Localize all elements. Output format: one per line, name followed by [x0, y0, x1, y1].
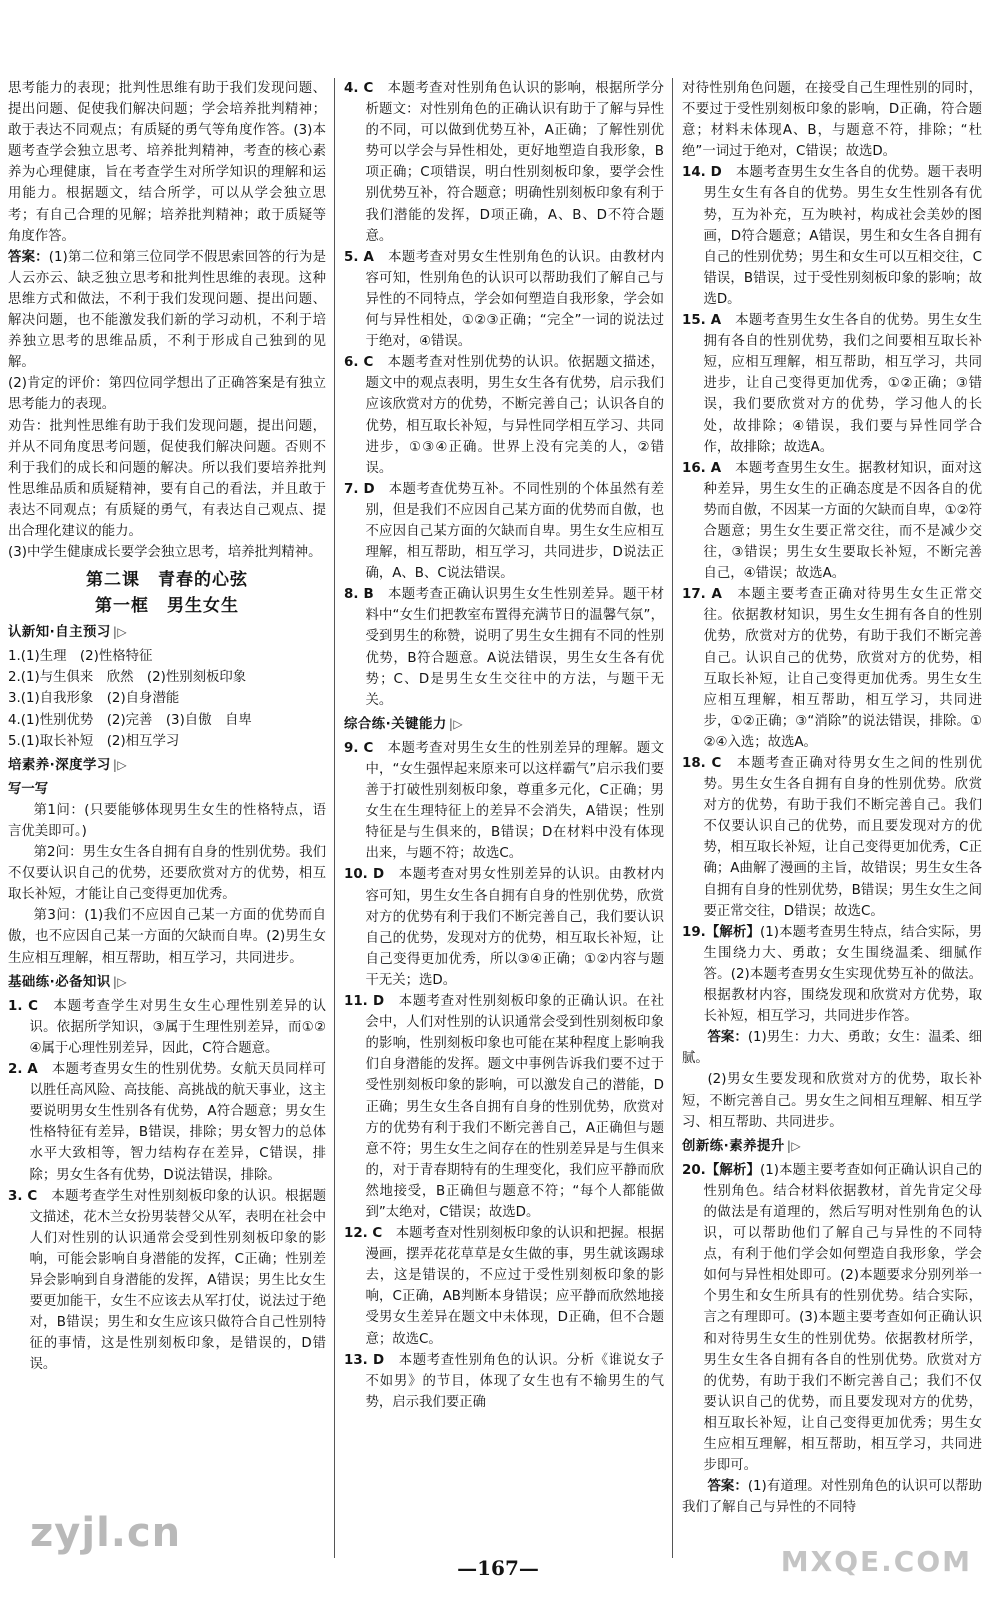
write-q2: 第2问：男生女生各自拥有自身的性别优势。我们不仅要认识自己的优势，还要欣赏对方的优势，相互取长补短，才能让自己变得更加优秀。	[8, 845, 326, 903]
preview-answer-5: 5.(1)取长补短 (2)相互学习	[8, 733, 180, 749]
section-title: 第一框 男生女生	[95, 596, 239, 617]
write-heading: 写一写	[8, 781, 49, 797]
question-14: 14. D 本题考查男生女生各自的优势。题干表明男生女生有各自的优势。男生女生性别各有优势，互为补充，互为映衬，构成社会美妙的图画，D符合题意；A错误，男生和女生各自拥有自己的性别优势；男生和女生可以互相交往，C错误，B错误，过于受性别刻板印象的影响；故选D。	[682, 165, 983, 307]
question-19-answer: 答案：(1)男生：力大、勇敢；女生：温柔、细腻。	[682, 1030, 983, 1067]
question-19-answer-2: (2)男女生要发现和欣赏对方的优势，取长补短，不断完善自己。男女生之间相互理解、相互学习、相互帮助、共同进步。	[682, 1072, 982, 1130]
section-heading-innovation: 创新练·素养提升 |▷	[682, 1138, 802, 1154]
question-20-answer: 答案：(1)有道理。对性别角色的认识可以帮助我们了解自己与异性的不同特	[682, 1479, 983, 1516]
question-15: 15. A 本题考查男生女生各自的优势。男生女生拥有各自的性别优势，我们之间要相互取长补短，应相互理解，相互帮助，相互学习，共同进步，让自己变得更加优秀，①②正确；③错误，我们要欣赏对方的优势，学习他人的长处，故排除；④错误，我们要与异性同学合作，故排除；故选A。	[682, 313, 983, 455]
question-13: 13. D 本题考查性别角色的认识。分析《谁说女子不如男》的节目，体现了女生也有不输男生的气势，启示我们要正确	[344, 1352, 665, 1410]
arrow-icon: |▷	[112, 625, 128, 640]
answer-part-2: (2)肯定的评价：第四位同学想出了正确答案是有独立思考能力的表现。	[8, 376, 326, 413]
intro-paragraph: 思考能力的表现；批判性思维有助于我们发现问题、提出问题、促使我们解决问题；学会培养批判精神；敢于表达不同观点；有质疑的勇气等角度作答。(3)本题考查学会独立思考、培养批判精神，考查的核心素养为心理健康，旨在考查学生对所学知识的理解和运用能力。根据题文，结合所学，可以从学会独立思考；有自己合理的见解；培养批判精神；敢于质疑等角度作答。	[8, 81, 326, 244]
question-12: 12. C 本题考查对性别刻板印象的认识和把握。根据漫画，摆弄花花草草是女生做的事，男生就该踢球去，这是错误的，不应过于受性别刻板印象的影响，C正确，AB判断本身错误；应平静而欣然地接受男女生差异在题文中未体现，D正确，但不合题意；故选C。	[344, 1226, 665, 1347]
question-17: 17. A 本题主要考查正确对待男生女生正常交往。依据教材知识，男生女生拥有各自的性别优势，欣赏对方的优势，有助于我们不断完善自己。认识自己的优势，欣赏对方的优势，相互取长补短，让自己变得更加优秀。男生女生应相互理解，相互帮助，相互学习，共同进步，①②正确；③“消除”的说法错误，排除。①②④入选；故选A。	[682, 587, 983, 750]
section-heading-deep-learning: 培素养·深度学习 |▷	[8, 757, 128, 773]
arrow-icon: |▷	[112, 757, 128, 772]
question-8: 8. B 本题考查正确认识男生女生性别差异。题干材料中“女生们把教室布置得充满节日的温馨气氛”，受到男生的称赞，说明了男生女生拥有不同的性别优势，B符合题意。A说法错误，男生女生各有优势；C、D是男生女生交往中的方法，与题干无关。	[344, 587, 665, 708]
column-divider-right	[672, 78, 673, 1558]
arrow-icon: |▷	[112, 974, 128, 989]
answer-part-4: (3)中学生健康成长要学会独立思考，培养批判精神。	[8, 545, 322, 561]
question-10: 10. D 本题考查对男女性别差异的认识。由教材内容可知，男生女生各自拥有自身的性别优势，欣赏对方的优势有利于我们不断完善自己，我们要认识自己的优势，发现对方的优势，相互取长补短，让自己变得更加优秀，所以③④正确；①②内容与题干无关；选D。	[344, 867, 665, 988]
preview-answer-1: 1.(1)生理 (2)性格特征	[8, 649, 153, 665]
page-number: —167—	[457, 1556, 539, 1580]
write-q3: 第3问：(1)我们不应因自己某一方面的优势而自傲，也不应因自己某一方面的欠缺而自卑。(2)男生女生应相互理解，相互帮助，相互学习，共同进步。	[8, 908, 326, 966]
question-1: 1. C 本题考查学生对男生女生心理性别差异的认识。依据所学知识，③属于生理性别差异，而①②④属于心理性别差异，因此，C符合题意。	[8, 998, 327, 1056]
question-19: 19.【解析】(1)本题考查男生特点，结合实际，男生围绕力大、勇敢；女生围绕温柔、细腻作答。(2)本题考查男女生实现优势互补的做法。根据教材内容，围绕发现和欣赏对方优势，取长补短，相互学习，共同进步作答。	[682, 924, 982, 1025]
question-5: 5. A 本题考查对男女生性别角色的认识。由教材内容可知，性别角色的认识可以帮助我们了解自己与异性的不同特点，学会如何塑造自我形象，学会如何与异性相处，①②③正确；“完全”一词的说法过于绝对，④错误。	[344, 249, 665, 350]
section-heading-comprehensive: 综合练·关键能力 |▷	[344, 716, 464, 732]
column-3	[682, 78, 982, 1518]
question-2: 2. A 本题考查男女生的性别优势。女航天员同样可以胜任高风险、高技能、高挑战的航天事业，这主要说明男女生性别各有优势，A符合题意；男女生性格特征有差异，B错误，排除；男女智力的总体水平大致相等，智力结构存在差异，C错误，排除；男女生各有优势，D说法错误，排除。	[8, 1062, 326, 1183]
question-6: 6. C 本题考查对性别优势的认识。依据题文描述，题文中的观点表明，男生女生各有优势，启示我们应该欣赏对方的优势，不断完善自己；认识各自的优势，相互取长补短，与异性同学相互学习、共同进步，①③④正确。世界上没有完美的人，②错误。	[344, 355, 664, 476]
question-7: 7. D 本题考查优势互补。不同性别的个体虽然有差别，但是我们不应因自己某方面的优势而自傲，也不应因自己某方面的欠缺而自卑。男生女生应相互理解，相互帮助，相互学习，共同进步，D说法正确，A、B、C说法错误。	[344, 481, 665, 582]
preview-answer-2: 2.(1)与生俱来 欣然 (2)性别刻板印象	[8, 670, 247, 686]
watermark-left: zyjl.cn	[30, 1510, 182, 1556]
question-4: 4. C 本题考查对性别角色认识的影响，根据所学分析题文：对性别角色的正确认识有助于了解与异性的不同，可以做到优势互补，A正确；了解性别优势可以学会与异性相处，更好地塑造自我形象，B项正确；C项错误，明白性别刻板印象，要学会性别优势互补，符合题意；明确性别刻板印象有利于我们潜能的发挥，D项正确，A、B、D不符合题意。	[344, 81, 664, 244]
question-13-continued: 对待性别角色问题，在接受自己生理性别的同时，不要过于受性别刻板印象的影响，D正确，符合题意；材料未体现A、B，与题意不符，排除；“杜绝”一词过于绝对，C错误；故选D。	[682, 81, 982, 160]
preview-answer-4: 4.(1)性别优势 (2)完善 (3)自傲 自卑	[8, 712, 252, 728]
arrow-icon: |▷	[786, 1138, 802, 1153]
question-16: 16. A 本题考查男生女生。据教材知识，面对这种差异，男生女生的正确态度是不因各自的优势而自傲，不因某一方面的欠缺而自卑，①②符合题意；男生女生要正常交往，而不是减少交往，③错误；男生女生要取长补短，不断完善自己，④错误；故选A。	[682, 460, 983, 582]
lesson-title: 第二课 青春的心弦	[86, 570, 248, 591]
answer-part-1: (1)第二位和第三位同学不假思索回答的行为是人云亦云、缺乏独立思考和批判性思维的表现。这种思维方式和做法，不利于我们发现问题、提出问题、解决问题，也不能激发我们新的学习动机，不利于培养独立思考的思维品质，不利于形成自己独到的见解。	[8, 249, 327, 371]
section-heading-preview: 认新知·自主预习 |▷	[8, 625, 128, 641]
answer-part-3: 劝告：批判性思维有助于我们发现问题，提出问题，并从不同角度思考问题，促使我们解决问题。否则不利于我们的成长和问题的解决。所以我们要培养批判性思维品质和质疑精神，要有自己的看法，并且敢于表达不同观点；有质疑的勇气，有表达自己观点、提出合理化建议的能力。	[8, 418, 326, 539]
question-3: 3. C 本题考查学生对性别刻板印象的认识。根据题文描述，花木兰女扮男装替父从军，表明在社会中人们对性别的认识通常会受到性别刻板印象的影响，可能会影响自身潜能的发挥，C正确；性别差异会影响到自身潜能的发挥，A错误；男生比女生要更加能干，女生不应该去从军打仗，说法过于绝对，B错误；男生和女生应该只做符合自己性别特征的事情，这是性别刻板印象，是错误的，D错误。	[8, 1188, 327, 1373]
column-1	[8, 78, 326, 1375]
answer-label: 答案：	[8, 249, 49, 265]
preview-answer-3: 3.(1)自我形象 (2)自身潜能	[8, 691, 180, 707]
question-18: 18. C 本题考查正确对待男女生之间的性别优势。男生女生各自拥有自身的性别优势。欣赏对方的优势，有助于我们不断完善自己。我们不仅要认识自己的优势，而且要发现对方的优势，相互取长补短，让自己变得更加优秀，C正确；A曲解了漫画的主旨，故错误；男生女生各自拥有自身的性别优势，B错误；男生女生之间要正常交往，D错误；故选C。	[682, 756, 983, 919]
question-20: 20.【解析】(1)本题主要考查如何正确认识自己的性别角色。结合材料依据教材，首先肯定父母的做法是有道理的，然后写明对性别角色的认识，可以帮助他们了解自己与异性的不同特点，有利于他们学会如何塑造自我形象，学会如何与异性相处即可。(2)本题要求分别列举一个男生和女生所具有的性别优势。结合实际，言之有理即可。(3)本题主要考查如何正确认识和对待男生女生的性别优势。依据教材所学，男生女生各自拥有各自的性别优势。欣赏对方的优势，有助于我们不断完善自己；我们不仅要认识自己的优势，而且要发现对方的优势，相互取长补短，让自己变得更加优秀；男生女生应相互理解，相互帮助，相互学习，共同进步即可。	[682, 1162, 982, 1474]
column-2	[344, 78, 664, 1413]
column-divider-left	[334, 78, 335, 1558]
section-heading-basic: 基础练·必备知识 |▷	[8, 974, 128, 990]
watermark-right: MXQE.COM	[780, 1545, 972, 1578]
write-q1: 第1问：(只要能够体现男生女生的性格特点，语言优美即可。)	[8, 802, 326, 839]
question-11: 11. D 本题考查对性别刻板印象的正确认识。在社会中，人们对性别的认识通常会受到性别刻板印象的影响，性别刻板印象也可能在某种程度上影响我们自身潜能的发挥。题文中事例告诉我们要不过于受性别刻板印象的影响，可以激发自己的潜能，D正确；男生女生各自拥有自身的性别优势，欣赏对方的优势有利于我们不断完善自己，A正确但与题意不符；男生女生之间存在的性别差异是与生俱来的，对于青春期特有的生理变化，我们应平静而欣然地接受，B正确但与题意不符；“每个人都能做到”太绝对，C错误；故选D。	[344, 994, 665, 1220]
question-9: 9. C 本题考查对男生女生的性别差异的理解。题文中，“女生强悍起来原来可以这样霸气”启示我们要善于打破性别刻板印象，尊重多元化，C正确；男女生在生理特征上的差异不会消失，A错误；性别特征是与生俱来的，B错误；D在材料中没有体现出来，与题不符；故选C。	[344, 740, 664, 862]
arrow-icon: |▷	[448, 716, 464, 731]
